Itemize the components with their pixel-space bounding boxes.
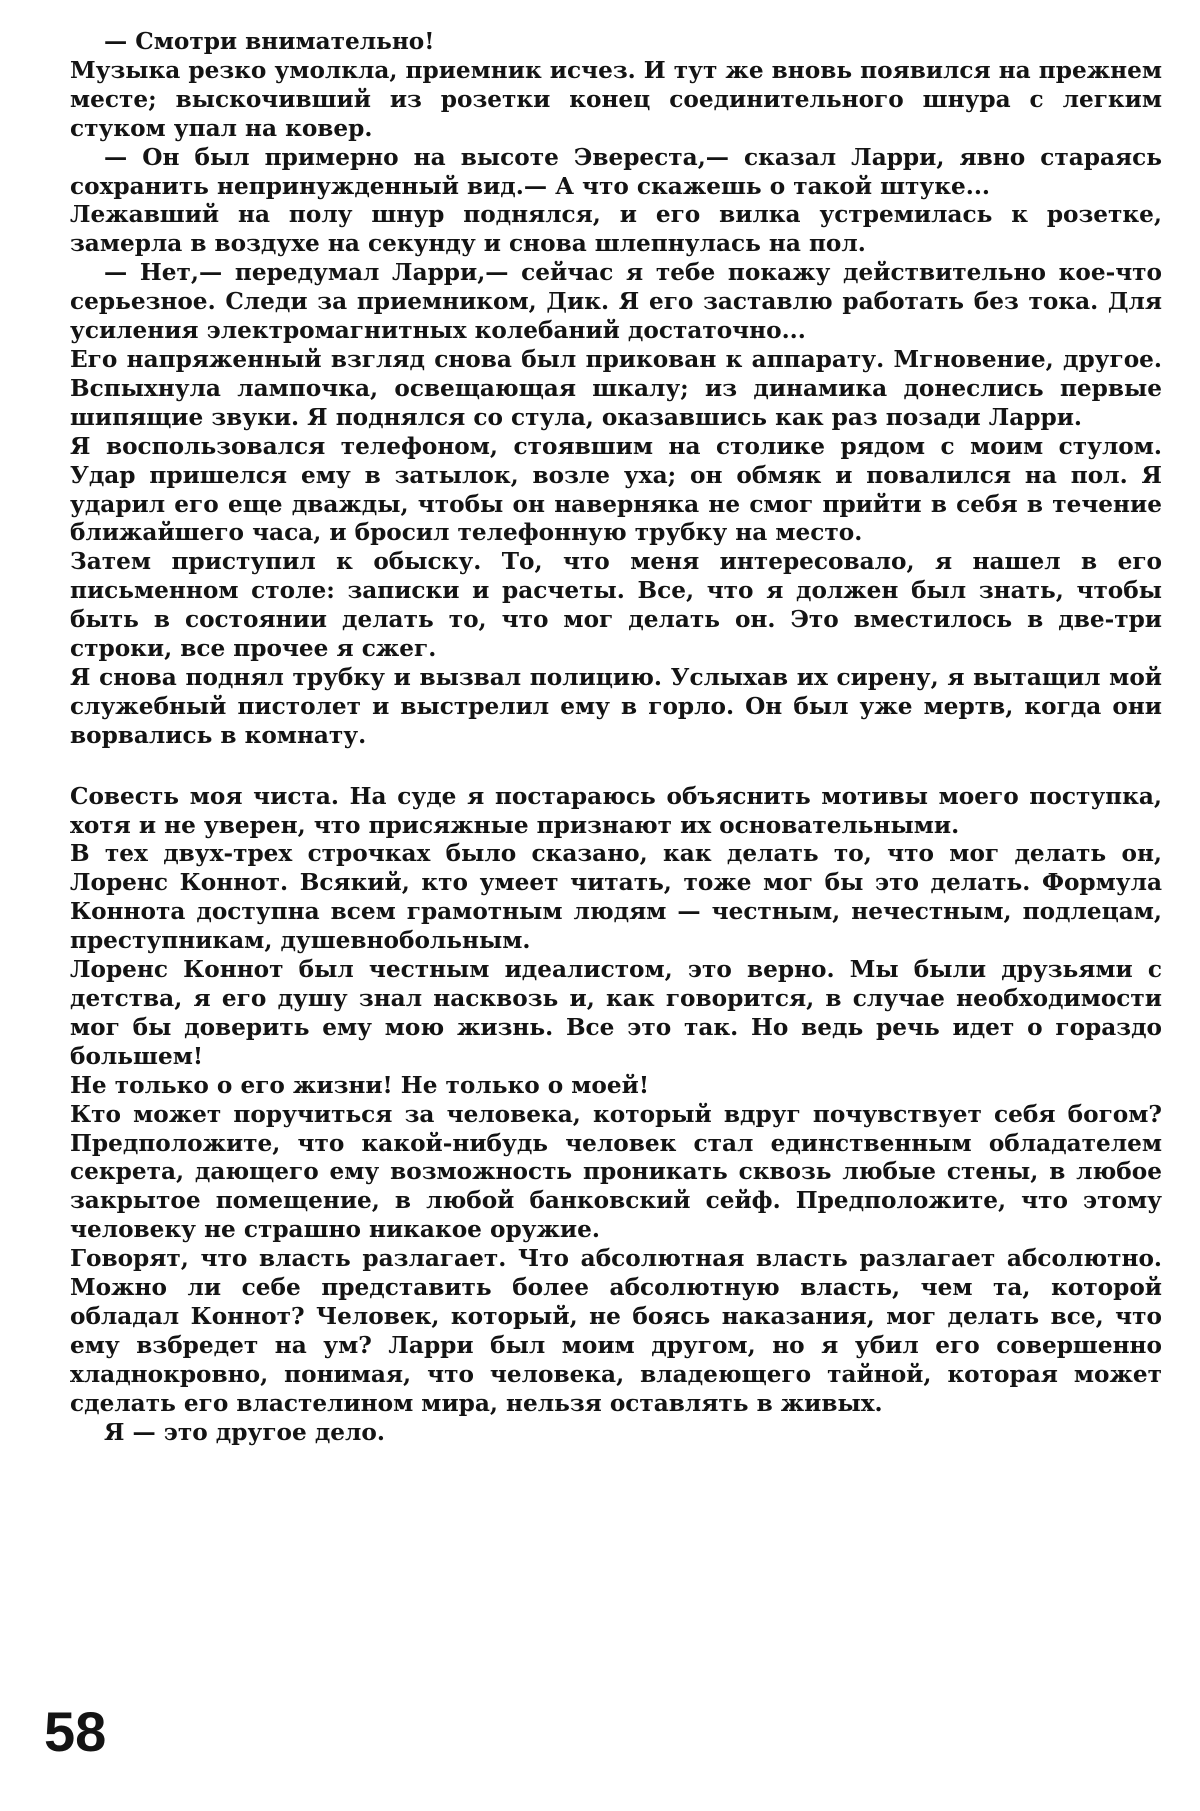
paragraph: Лоренс Коннот был честным идеалистом, это верно. Мы были друзьями с детства, я его душу знал насквозь и, как говорится, в случае необходимости мог бы доверить ему мою жизнь. Все это так. Но ведь речь идет о гораздо большем! <box>70 956 1162 1070</box>
paragraph: Музыка резко умолкла, приемник исчез. И тут же вновь появился на прежнем месте; выскочивший из розетки конец соединительного шнура с легким стуком упал на ковер. <box>70 56 1162 142</box>
paragraph: Я — это другое дело. <box>104 1418 385 1446</box>
page-number: 58 <box>44 1700 107 1763</box>
paragraph: — Смотри внимательно! <box>104 28 435 55</box>
paragraph: Я снова поднял трубку и вызвал полицию. Услыхав их сирену, я вытащил мой служебный пистолет и выстрелил ему в горло. Он был уже мертв, когда они ворвались в комнату. <box>70 663 1162 749</box>
page-text <box>70 28 1162 1448</box>
paragraph: Совесть моя чиста. На суде я постараюсь объяснить мотивы моего поступка, хотя и не уверен, что присяжные признают их основательными. <box>70 782 1162 839</box>
paragraph: Говорят, что власть разлагает. Что абсолютная власть разлагает абсолютно. Можно ли себе представить более абсолютную власть, чем та, которой обладал Коннот? Человек, который, не боясь наказания, мог делать все, что ему взбредет на ум? Ларри был моим другом, но я убил его совершенно хладнокровно, понимая, что человека, владеющего тайной, которая может сделать его властелином мира, нельзя оставлять в живых. <box>70 1245 1162 1417</box>
paragraph: — Нет,— передумал Ларри,— сейчас я тебе покажу действительно кое-что серьезное. Следи за приемником, Дик. Я его заставлю работать без тока. Для усиления электромагнитных колебаний достаточно... <box>70 259 1162 345</box>
paragraph: — Он был примерно на высоте Эвереста,— сказал Ларри, явно стараясь сохранить непринужденный вид.— А что скажешь о такой штуке... <box>70 143 1162 200</box>
paragraph: Затем приступил к обыску. То, что меня интересовало, я нашел в его письменном столе: записки и расчеты. Все, что я должен был знать, чтобы быть в состоянии делать то, что мог делать он. Это вместилось в две-три строки, все прочее я сжег. <box>70 548 1162 663</box>
paragraph: Я воспользовался телефоном, стоявшим на столике рядом с моим стулом. Удар пришелся ему в затылок, возле уха; он обмяк и повалился на пол. Я ударил его еще дважды, чтобы он наверняка не смог прийти в себя в течение ближайшего часа, и бросил телефонную трубку на место. <box>70 432 1162 547</box>
paragraph: Не только о его жизни! Не только о моей! <box>70 1071 650 1099</box>
paragraph: Кто может поручиться за человека, который вдруг почувствует себя богом? Предположите, что какой-нибудь человек стал единственным обладателем секрета, дающего ему возможность проникать сквозь любые стены, в любое закрытое помещение, в любой банковский сейф. Предположите, что этому человеку не страшно никакое оружие. <box>70 1100 1162 1244</box>
paragraph: В тех двух-трех строчках было сказано, как делать то, что мог делать он, Лоренс Коннот. Всякий, кто умеет читать, тоже мог бы это делать. Формула Коннота доступна всем грамотным людям — честным, нечестным, подлецам, преступникам, душевнобольным. <box>70 840 1162 955</box>
section-gap <box>70 751 1162 783</box>
paragraph: Лежавший на полу шнур поднялся, и его вилка устремилась к розетке, замерла в воздухе на секунду и снова шлепнулась на пол. <box>70 201 1162 258</box>
paragraph: Его напряженный взгляд снова был прикован к аппарату. Мгновение, другое. Вспыхнула лампочка, освещающая шкалу; из динамика донеслись первые шипящие звуки. Я поднялся со стула, оказавшись как раз позади Ларри. <box>70 345 1162 431</box>
